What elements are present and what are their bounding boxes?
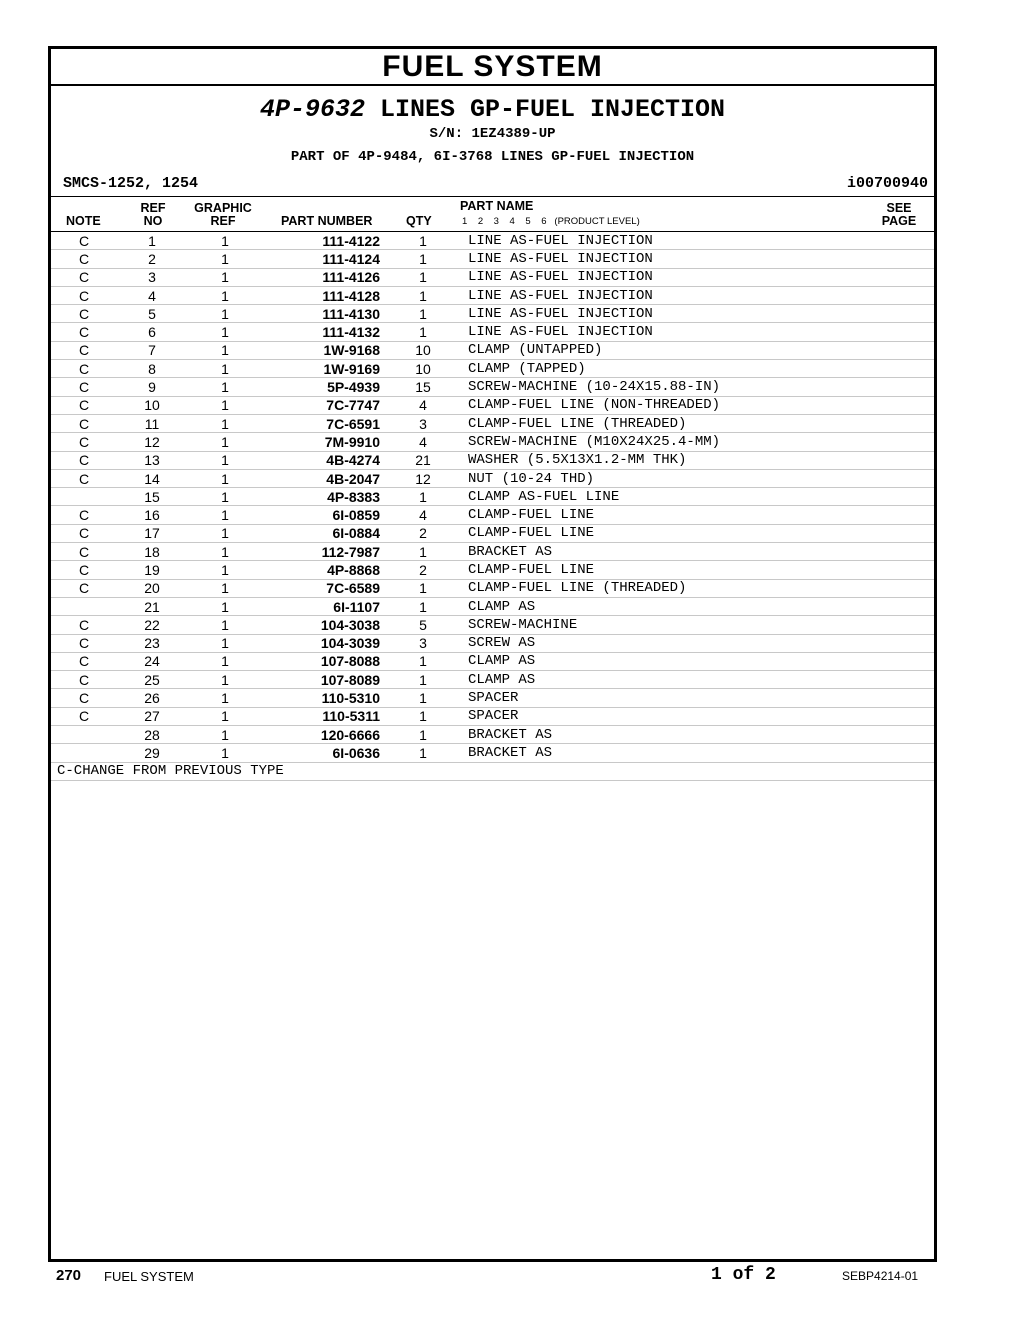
cell-ref: 14 — [117, 469, 187, 487]
cell-gref: 1 — [187, 433, 263, 451]
cell-gref: 1 — [187, 232, 263, 250]
cell-pn: 6I-1107 — [263, 597, 388, 615]
cell-ref: 15 — [117, 488, 187, 506]
table-row — [51, 579, 934, 597]
cell-gref: 1 — [187, 451, 263, 469]
cell-note: C — [51, 506, 117, 524]
cell-note: C — [51, 250, 117, 268]
table-row — [51, 524, 934, 542]
part-of-line: PART OF 4P-9484, 6I-3768 LINES GP-FUEL INJECTION — [290, 149, 695, 165]
cell-name: CLAMP (UNTAPPED) — [458, 341, 934, 359]
col-see-bottom: PAGE — [881, 214, 917, 228]
cell-note: C — [51, 360, 117, 378]
cell-gref: 1 — [187, 561, 263, 579]
table-row — [51, 250, 934, 268]
cell-qty: 1 — [388, 726, 458, 744]
cell-qty: 1 — [388, 488, 458, 506]
group-name: LINES GP-FUEL INJECTION — [379, 95, 726, 124]
cell-note: C — [51, 671, 117, 689]
cell-ref: 20 — [117, 579, 187, 597]
cell-gref: 1 — [187, 250, 263, 268]
table-row — [51, 597, 934, 615]
smcs-row — [51, 172, 934, 197]
group-part-number: 4P-9632 — [259, 95, 365, 124]
cell-note: C — [51, 634, 117, 652]
col-graphic-top: GRAPHIC — [194, 201, 252, 215]
cell-qty: 3 — [388, 414, 458, 432]
cell-name: LINE AS-FUEL INJECTION — [458, 323, 934, 341]
cell-qty: 1 — [388, 597, 458, 615]
cell-note — [51, 744, 117, 762]
page-number: 270 — [56, 1267, 82, 1284]
table-row — [51, 689, 934, 707]
table-row — [51, 341, 934, 359]
col-ref-bottom: NO — [143, 214, 163, 228]
table-row — [51, 652, 934, 670]
table-row — [51, 488, 934, 506]
cell-note: C — [51, 524, 117, 542]
cell-pn: 7M-9910 — [263, 433, 388, 451]
cell-name: SCREW-MACHINE (10-24X15.88-IN) — [458, 378, 934, 396]
table-row — [51, 360, 934, 378]
cell-qty: 1 — [388, 232, 458, 250]
cell-qty: 5 — [388, 616, 458, 634]
cell-name: CLAMP AS — [458, 652, 934, 670]
cell-gref: 1 — [187, 506, 263, 524]
cell-ref: 25 — [117, 671, 187, 689]
cell-ref: 29 — [117, 744, 187, 762]
page-of: 1 of 2 — [711, 1265, 776, 1285]
cell-ref: 9 — [117, 378, 187, 396]
cell-pn: 4B-2047 — [263, 469, 388, 487]
cell-pn: 104-3038 — [263, 616, 388, 634]
cell-pn: 6I-0884 — [263, 524, 388, 542]
table-row — [51, 726, 934, 744]
cell-qty: 1 — [388, 323, 458, 341]
cell-pn: 120-6666 — [263, 726, 388, 744]
cell-note: C — [51, 396, 117, 414]
cell-qty: 10 — [388, 341, 458, 359]
cell-pn: 112-7987 — [263, 543, 388, 561]
cell-name: LINE AS-FUEL INJECTION — [458, 286, 934, 304]
cell-ref: 26 — [117, 689, 187, 707]
cell-ref: 12 — [117, 433, 187, 451]
cell-pn: 111-4126 — [263, 268, 388, 286]
cell-ref: 10 — [117, 396, 187, 414]
cell-name: SPACER — [458, 707, 934, 725]
cell-qty: 1 — [388, 286, 458, 304]
cell-note: C — [51, 451, 117, 469]
table-row — [51, 671, 934, 689]
cell-name: CLAMP-FUEL LINE — [458, 561, 934, 579]
serial-number-range: S/N: 1EZ4389-UP — [429, 126, 556, 142]
col-qty: QTY — [406, 214, 432, 228]
col-graphic-bottom: REF — [210, 214, 236, 228]
footer-section: FUEL SYSTEM — [104, 1269, 194, 1284]
cell-gref: 1 — [187, 414, 263, 432]
table-row — [51, 561, 934, 579]
cell-qty: 21 — [388, 451, 458, 469]
table-row — [51, 305, 934, 323]
table-row — [51, 543, 934, 561]
cell-pn: 6I-0636 — [263, 744, 388, 762]
cell-qty: 1 — [388, 744, 458, 762]
cell-ref: 19 — [117, 561, 187, 579]
table-row — [51, 744, 934, 762]
cell-note: C — [51, 378, 117, 396]
cell-ref: 23 — [117, 634, 187, 652]
cell-qty: 2 — [388, 524, 458, 542]
cell-gref: 1 — [187, 378, 263, 396]
cell-name: CLAMP-FUEL LINE (THREADED) — [458, 579, 934, 597]
cell-ref: 8 — [117, 360, 187, 378]
table-row — [51, 707, 934, 725]
cell-qty: 1 — [388, 579, 458, 597]
cell-ref: 27 — [117, 707, 187, 725]
cell-qty: 1 — [388, 305, 458, 323]
cell-pn: 111-4122 — [263, 232, 388, 250]
cell-ref: 17 — [117, 524, 187, 542]
section-title: FUEL SYSTEM — [51, 49, 934, 86]
cell-pn: 111-4130 — [263, 305, 388, 323]
cell-gref: 1 — [187, 286, 263, 304]
cell-ref: 7 — [117, 341, 187, 359]
cell-gref: 1 — [187, 488, 263, 506]
cell-pn: 110-5310 — [263, 689, 388, 707]
cell-qty: 1 — [388, 707, 458, 725]
cell-gref: 1 — [187, 671, 263, 689]
cell-name: CLAMP AS — [458, 671, 934, 689]
cell-note: C — [51, 433, 117, 451]
cell-gref: 1 — [187, 616, 263, 634]
cell-note: C — [51, 268, 117, 286]
cell-name: WASHER (5.5X13X1.2-MM THK) — [458, 451, 934, 469]
col-note: NOTE — [66, 214, 101, 228]
cell-note: C — [51, 232, 117, 250]
table-row — [51, 414, 934, 432]
cell-gref: 1 — [187, 469, 263, 487]
cell-qty: 1 — [388, 671, 458, 689]
cell-qty: 1 — [388, 250, 458, 268]
table-row — [51, 506, 934, 524]
cell-note — [51, 597, 117, 615]
table-row — [51, 378, 934, 396]
table-row — [51, 286, 934, 304]
cell-name: CLAMP-FUEL LINE — [458, 524, 934, 542]
cell-gref: 1 — [187, 543, 263, 561]
cell-note — [51, 488, 117, 506]
cell-pn: 111-4128 — [263, 286, 388, 304]
cell-ref: 3 — [117, 268, 187, 286]
table-header — [51, 197, 934, 232]
cell-name: CLAMP AS — [458, 597, 934, 615]
col-product-level: 1 2 3 4 5 6 (PRODUCT LEVEL) — [462, 216, 640, 227]
cell-name: CLAMP AS-FUEL LINE — [458, 488, 934, 506]
cell-name: CLAMP-FUEL LINE (THREADED) — [458, 414, 934, 432]
table-row — [51, 469, 934, 487]
cell-pn: 1W-9168 — [263, 341, 388, 359]
cell-name: SCREW-MACHINE — [458, 616, 934, 634]
cell-note: C — [51, 561, 117, 579]
col-part-number: PART NUMBER — [281, 214, 373, 228]
cell-note: C — [51, 652, 117, 670]
cell-ref: 18 — [117, 543, 187, 561]
illustration-id: i00700940 — [846, 175, 928, 192]
cell-name: LINE AS-FUEL INJECTION — [458, 232, 934, 250]
cell-qty: 1 — [388, 268, 458, 286]
cell-ref: 2 — [117, 250, 187, 268]
cell-pn: 110-5311 — [263, 707, 388, 725]
cell-ref: 5 — [117, 305, 187, 323]
cell-ref: 24 — [117, 652, 187, 670]
cell-pn: 4B-4274 — [263, 451, 388, 469]
cell-note: C — [51, 707, 117, 725]
table-row — [51, 232, 934, 250]
cell-note: C — [51, 414, 117, 432]
document-number: SEBP4214-01 — [842, 1269, 919, 1283]
cell-qty: 15 — [388, 378, 458, 396]
cell-pn: 107-8089 — [263, 671, 388, 689]
footnote: C-CHANGE FROM PREVIOUS TYPE — [51, 762, 934, 780]
col-see-top: SEE — [886, 201, 912, 215]
cell-pn: 7C-6591 — [263, 414, 388, 432]
cell-note: C — [51, 579, 117, 597]
table-row — [51, 268, 934, 286]
cell-name: BRACKET AS — [458, 744, 934, 762]
table-row — [51, 323, 934, 341]
cell-pn: 4P-8383 — [263, 488, 388, 506]
cell-ref: 13 — [117, 451, 187, 469]
cell-name: CLAMP-FUEL LINE (NON-THREADED) — [458, 396, 934, 414]
cell-name: SPACER — [458, 689, 934, 707]
table-row — [51, 396, 934, 414]
cell-qty: 1 — [388, 543, 458, 561]
table-row — [51, 451, 934, 469]
cell-pn: 111-4132 — [263, 323, 388, 341]
cell-note: C — [51, 543, 117, 561]
cell-pn: 6I-0859 — [263, 506, 388, 524]
cell-note: C — [51, 286, 117, 304]
cell-note: C — [51, 305, 117, 323]
col-part-name: PART NAME — [460, 199, 534, 213]
cell-name: LINE AS-FUEL INJECTION — [458, 268, 934, 286]
cell-name: BRACKET AS — [458, 726, 934, 744]
cell-pn: 107-8088 — [263, 652, 388, 670]
cell-qty: 4 — [388, 506, 458, 524]
table-row — [51, 616, 934, 634]
page-footer — [0, 1265, 1020, 1289]
cell-pn: 4P-8868 — [263, 561, 388, 579]
cell-pn: 111-4124 — [263, 250, 388, 268]
cell-qty: 12 — [388, 469, 458, 487]
cell-gref: 1 — [187, 268, 263, 286]
cell-qty: 2 — [388, 561, 458, 579]
cell-pn: 5P-4939 — [263, 378, 388, 396]
table-row — [51, 634, 934, 652]
cell-qty: 1 — [388, 689, 458, 707]
cell-ref: 28 — [117, 726, 187, 744]
cell-qty: 1 — [388, 652, 458, 670]
cell-pn: 7C-7747 — [263, 396, 388, 414]
cell-name: SCREW-MACHINE (M10X24X25.4-MM) — [458, 433, 934, 451]
cell-note — [51, 726, 117, 744]
cell-note: C — [51, 341, 117, 359]
cell-name: LINE AS-FUEL INJECTION — [458, 305, 934, 323]
cell-gref: 1 — [187, 341, 263, 359]
cell-gref: 1 — [187, 323, 263, 341]
cell-name: BRACKET AS — [458, 543, 934, 561]
parts-table — [51, 232, 934, 781]
cell-note: C — [51, 689, 117, 707]
cell-qty: 10 — [388, 360, 458, 378]
cell-gref: 1 — [187, 360, 263, 378]
cell-name: LINE AS-FUEL INJECTION — [458, 250, 934, 268]
cell-ref: 1 — [117, 232, 187, 250]
cell-gref: 1 — [187, 597, 263, 615]
table-row — [51, 433, 934, 451]
smcs-codes: SMCS-1252, 1254 — [63, 175, 199, 192]
cell-ref: 22 — [117, 616, 187, 634]
cell-pn: 1W-9169 — [263, 360, 388, 378]
col-ref-top: REF — [140, 201, 166, 215]
cell-gref: 1 — [187, 689, 263, 707]
cell-pn: 7C-6589 — [263, 579, 388, 597]
cell-ref: 16 — [117, 506, 187, 524]
cell-name: NUT (10-24 THD) — [458, 469, 934, 487]
cell-gref: 1 — [187, 305, 263, 323]
cell-qty: 4 — [388, 396, 458, 414]
cell-ref: 21 — [117, 597, 187, 615]
cell-note: C — [51, 616, 117, 634]
cell-gref: 1 — [187, 707, 263, 725]
cell-name: CLAMP (TAPPED) — [458, 360, 934, 378]
cell-note: C — [51, 323, 117, 341]
cell-qty: 4 — [388, 433, 458, 451]
cell-gref: 1 — [187, 524, 263, 542]
cell-name: SCREW AS — [458, 634, 934, 652]
cell-gref: 1 — [187, 652, 263, 670]
cell-gref: 1 — [187, 726, 263, 744]
cell-note: C — [51, 469, 117, 487]
cell-gref: 1 — [187, 396, 263, 414]
cell-ref: 11 — [117, 414, 187, 432]
cell-gref: 1 — [187, 579, 263, 597]
cell-ref: 6 — [117, 323, 187, 341]
cell-ref: 4 — [117, 286, 187, 304]
cell-qty: 3 — [388, 634, 458, 652]
parts-list-frame — [48, 46, 937, 1262]
cell-name: CLAMP-FUEL LINE — [458, 506, 934, 524]
group-title — [51, 96, 934, 124]
cell-gref: 1 — [187, 744, 263, 762]
cell-gref: 1 — [187, 634, 263, 652]
cell-pn: 104-3039 — [263, 634, 388, 652]
